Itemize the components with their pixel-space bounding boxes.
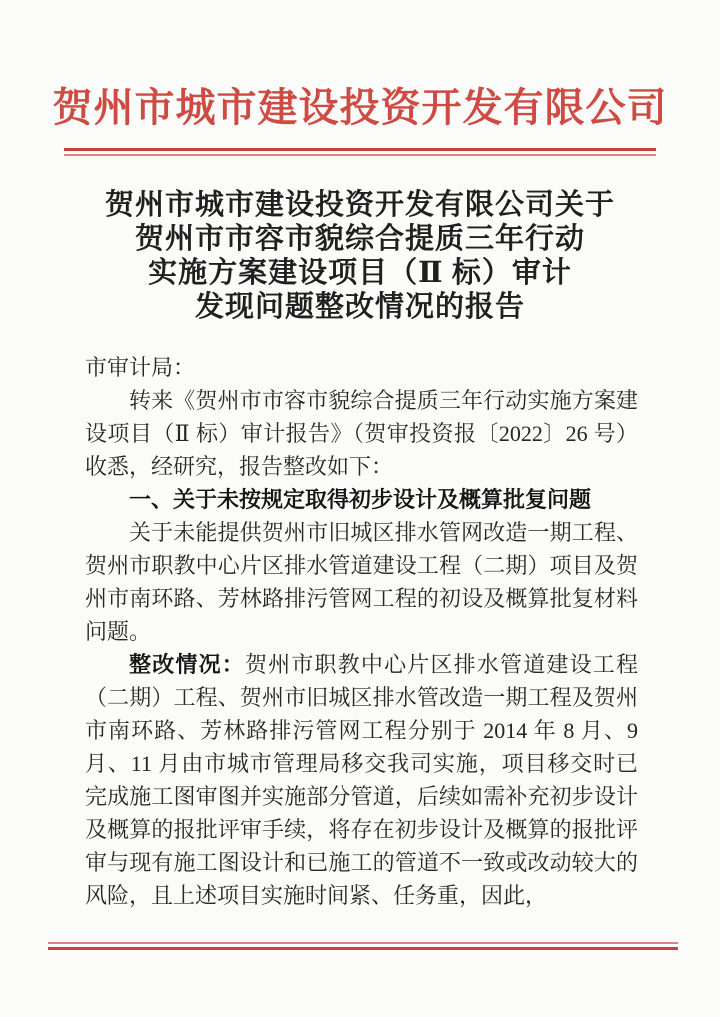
section-1-rectification-paragraph — [85, 648, 638, 912]
footer-divider-thick-line — [48, 947, 678, 950]
section-1-heading: 一、关于未按规定取得初步设计及概算批复问题 — [129, 487, 592, 512]
document-title-line-2: 贺州市市容市貌综合提质三年行动 — [134, 223, 585, 255]
document-title-line-1: 贺州市城市建设投资开发有限公司关于 — [104, 189, 615, 221]
letterhead-divider — [64, 148, 656, 156]
section-1-issue-paragraph: 关于未能提供贺州市旧城区排水管网改造一期工程、贺州市职教中心片区排水管道建设工程（二期）项目及贺州市南环路、芳林路排污管网工程的初设及概算批复材料问题。 — [85, 520, 638, 644]
rectification-label: 整改情况： — [129, 652, 245, 677]
footer-divider — [48, 942, 678, 950]
document-title — [0, 188, 720, 324]
document-title-line-4: 发现问题整改情况的报告 — [194, 291, 525, 323]
rectification-text: 贺州市职教中心片区排水管道建设工程（二期）工程、贺州市旧城区排水管改造一期工程及贺州市南环路、芳林路排污管网工程分别于 2014 年 8 月、9 月、11 月由市城市管理局移交我司实施，项目移交时已完成施工图审图并实施部分管道，后续如需补充初步设计及概算的报批评审手续，将存在初步设计及概算的报批评审与现有施工图设计和已施工的管道不一致或改动较大的风险，且上述项目实施时间紧、任务重，因此， — [85, 652, 638, 908]
document-body — [85, 351, 638, 912]
letterhead — [0, 0, 720, 156]
salutation: 市审计局： — [85, 355, 196, 380]
letterhead-divider-thin-line — [64, 154, 656, 156]
letterhead-company-name: 贺州市城市建设投资开发有限公司 — [52, 85, 668, 130]
intro-paragraph: 转来《贺州市市容市貌综合提质三年行动实施方案建设项目（Ⅱ 标）审计报告》（贺审投资报〔2022〕26 号）收悉，经研究，报告整改如下： — [85, 388, 638, 479]
document-title-line-3: 实施方案建设项目（Ⅱ 标）审计 — [148, 257, 572, 289]
